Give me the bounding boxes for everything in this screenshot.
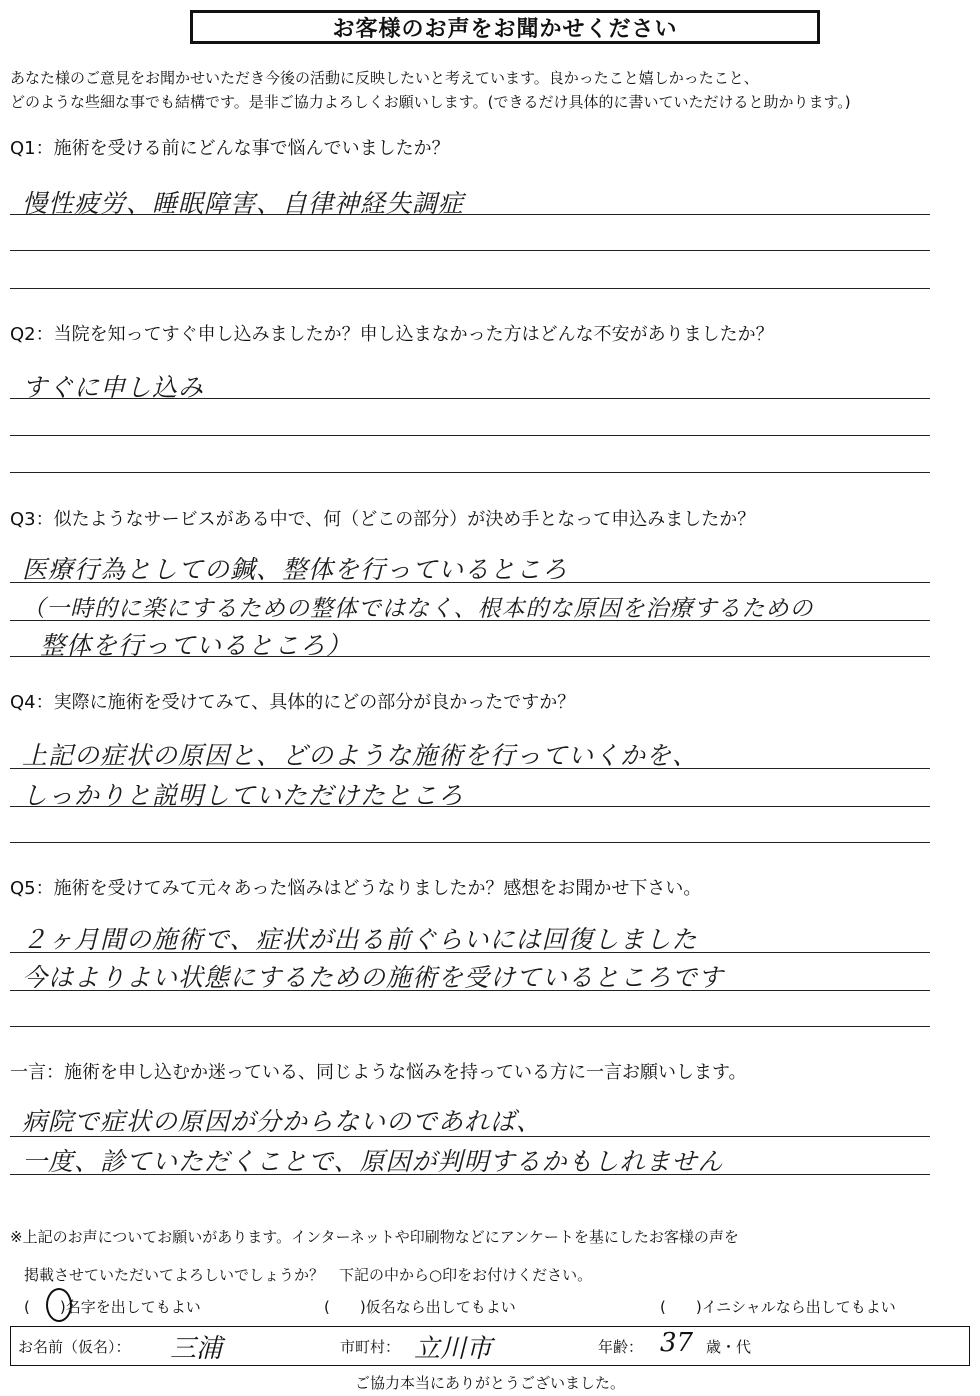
option-kana-ok[interactable]: ( )仮名なら出してもよい <box>324 1298 516 1316</box>
answer-3-line-3: 整体を行っているところ） <box>40 631 353 660</box>
answer-rule <box>10 656 930 657</box>
answer-rule <box>10 990 930 991</box>
question-5: Q5：施術を受けてみて元々あった悩みはどうなりましたか？感想をお聞かせ下さい。 <box>10 878 702 899</box>
publication-notice-line-2: 掲載させていただいてよろしいでしょうか？ 下記の中から○印をお付けください。 <box>24 1266 593 1284</box>
age-suffix: 歳・代 <box>706 1338 752 1356</box>
answer-rule <box>10 250 930 251</box>
option-surname-ok[interactable]: ( )名字を出してもよい <box>24 1298 201 1316</box>
answer-rule <box>10 620 930 621</box>
answer-rule <box>10 806 930 807</box>
question-6: 一言：施術を申し込むか迷っている、同じような悩みを持っている方に一言お願いします。 <box>10 1062 747 1083</box>
intro-text <box>10 66 970 114</box>
answer-rule <box>10 1174 930 1175</box>
answer-3-line-2: （一時的に楽にするための整体ではなく、根本的な原因を治療するための <box>22 596 814 622</box>
answer-rule <box>10 1026 930 1027</box>
age-label: 年齢： <box>598 1338 644 1356</box>
answer-rule <box>10 398 930 399</box>
answer-rule <box>10 768 930 769</box>
intro-line-1: あなた様のご意見をお聞かせいただき今後の活動に反映したいと考えています。良かったこと嬉しかったこと、 <box>10 69 759 87</box>
answer-rule <box>10 214 930 215</box>
answer-rule <box>10 842 930 843</box>
city-label: 市町村： <box>340 1338 401 1356</box>
answer-4-line-2: しっかりと説明していただけたところ <box>22 781 465 810</box>
name-value[interactable]: 三浦 <box>170 1334 223 1364</box>
answer-rule <box>10 435 930 436</box>
question-2: Q2：当院を知ってすぐ申し込みましたか？申し込まなかった方はどんな不安がありましたか？ <box>10 324 774 345</box>
answer-rule <box>10 582 930 583</box>
answer-3-line-1: 医療行為としての鍼、整体を行っているところ <box>22 555 569 584</box>
city-value[interactable]: 立川市 <box>414 1334 493 1364</box>
form-title: お客様のお声をお聞かせください <box>190 10 820 44</box>
question-4: Q4：実際に施術を受けてみて、具体的にどの部分が良かったですか？ <box>10 692 576 713</box>
answer-4-line-1: 上記の症状の原因と、どのような施術を行っていくかを、 <box>22 741 699 770</box>
answer-5-line-1: ２ヶ月間の施術で、症状が出る前ぐらいには回復しました <box>22 925 698 954</box>
footer-thanks: ご協力本当にありがとうございました。 <box>354 1374 625 1392</box>
answer-rule <box>10 1136 930 1137</box>
intro-line-2: どのような些細な事でも結構です。是非ご協力よろしくお願いします。(できるだけ具体的に書いていただけると助かります。) <box>10 93 851 111</box>
publication-notice-line-1: ※上記のお声についてお願いがあります。インターネットや印刷物などにアンケートを基にしたお客様の声を <box>10 1228 739 1246</box>
answer-rule <box>10 288 930 289</box>
answer-rule <box>10 952 930 953</box>
name-label: お名前（仮名）： <box>18 1338 131 1356</box>
answer-1-line-1: 慢性疲労、睡眠障害、自律神経失調症 <box>22 189 465 218</box>
question-3: Q3：似たようなサービスがある中で、何（どこの部分）が決め手となって申込みましたか？ <box>10 509 756 530</box>
answer-6-line-1: 病院で症状の原因が分からないのであれば、 <box>22 1107 543 1136</box>
answer-5-line-2: 今はよりよい状態にするための施術を受けているところです <box>22 963 724 992</box>
answer-rule <box>10 472 930 473</box>
answer-2-line-1: すぐに申し込み <box>22 373 205 402</box>
option-initial-ok[interactable]: ( )イニシャルなら出してもよい <box>660 1298 896 1316</box>
answer-6-line-2: 一度、診ていただくことで、原因が判明するかもしれません <box>22 1147 724 1176</box>
age-value[interactable]: 37 <box>660 1328 694 1358</box>
question-1: Q1：施術を受ける前にどんな事で悩んでいましたか？ <box>10 138 450 159</box>
